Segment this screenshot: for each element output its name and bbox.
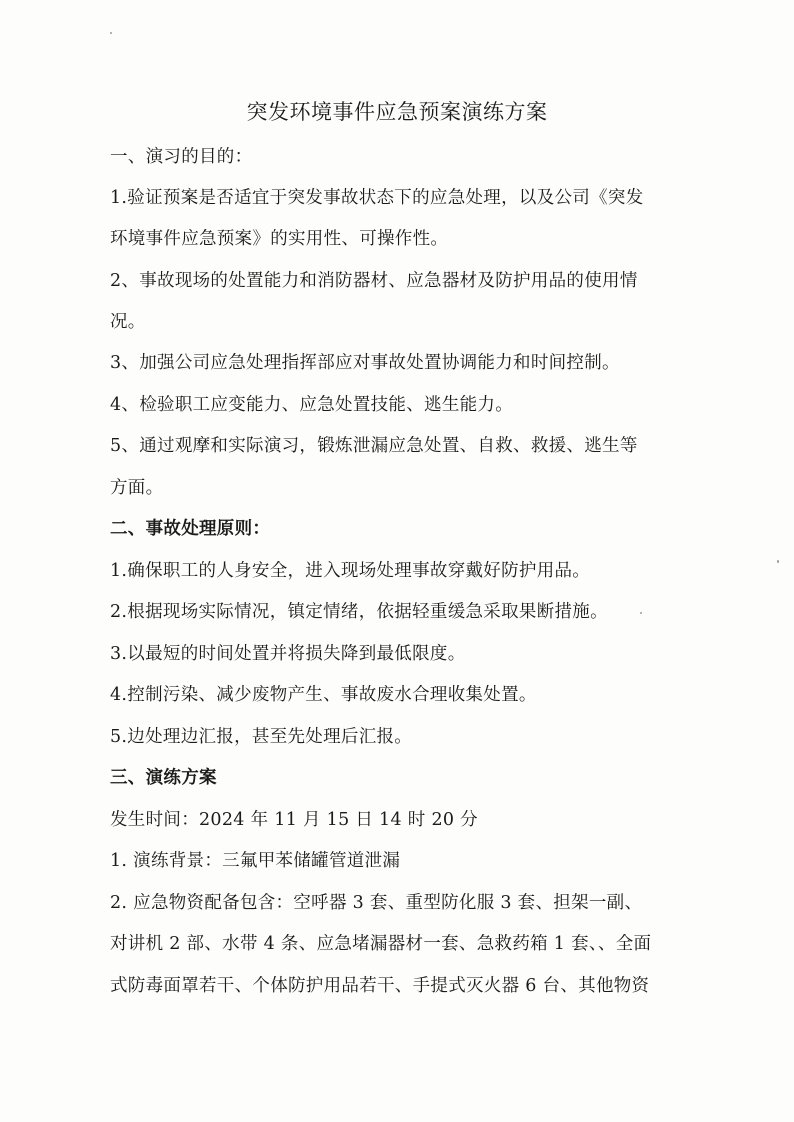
scan-speck: [640, 612, 642, 614]
paragraph-line: 3、加强公司应急处理指挥部应对事故处置协调能力和时间控制。: [110, 353, 620, 373]
paragraph-line: 1.验证预案是否适宜于突发事故状态下的应急处理，以及公司《突发: [110, 188, 644, 208]
paragraph-line: 2. 应急物资配备包含：空呼器 3 套、重型防化服 3 套、担架一副、: [110, 893, 643, 913]
document-title: 突发环境事件应急预案演练方案: [246, 100, 548, 124]
paragraph-line: 况。: [110, 312, 146, 332]
section-heading-principles: 二、事故处理原则：: [110, 519, 271, 539]
paragraph-line: 5.边处理边汇报，甚至先处理后汇报。: [110, 727, 413, 747]
paragraph-line: 方面。: [110, 478, 164, 498]
scan-speck: [777, 560, 779, 563]
paragraph-line: 式防毒面罩若干、个体防护用品若干、手提式灭火器 6 台、其他物资: [110, 976, 650, 996]
scan-speck: [110, 32, 112, 34]
paragraph-line: 环境事件应急预案》的实用性、可操作性。: [110, 229, 449, 249]
paragraph-line: 发生时间：2024 年 11 月 15 日 14 时 20 分: [110, 810, 478, 830]
paragraph-line: 4、检验职工应变能力、应急处置技能、逃生能力。: [110, 395, 514, 415]
paragraph-line: 5、通过观摩和实际演习，锻炼泄漏应急处置、自救、救援、逃生等: [110, 436, 638, 456]
paragraph-line: 1.确保职工的人身安全，进入现场处理事故穿戴好防护用品。: [110, 561, 591, 581]
section-heading-purpose: 一、演习的目的：: [110, 147, 253, 167]
paragraph-line: 4.控制污染、减少废物产生、事故废水合理收集处置。: [110, 685, 537, 705]
section-heading-plan: 三、演练方案: [110, 768, 217, 788]
paragraph-line: 3.以最短的时间处置并将损失降到最低限度。: [110, 644, 466, 664]
paragraph-line: 2、事故现场的处置能力和消防器材、应急器材及防护用品的使用情: [110, 271, 638, 291]
paragraph-line: 对讲机 2 部、水带 4 条、应急堵漏器材一套、急救药箱 1 套、、全面: [110, 934, 652, 954]
paragraph-line: 1. 演练背景：三氟甲苯储罐管道泄漏: [110, 851, 401, 871]
paragraph-line: 2.根据现场实际情况，镇定情绪，依据轻重缓急采取果断措施。: [110, 602, 608, 622]
